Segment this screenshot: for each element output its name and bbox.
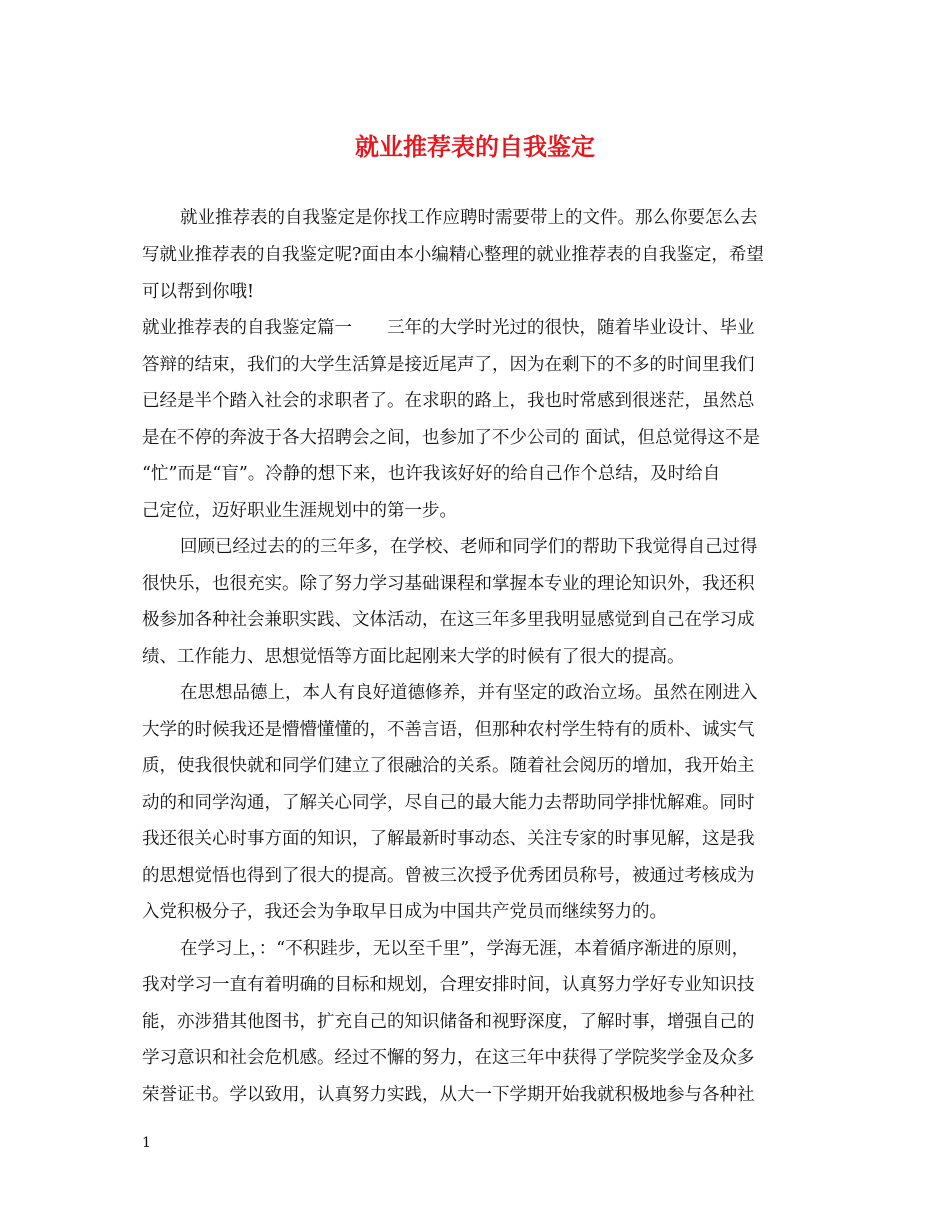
body-line: 荣誉证书。学以致用，认真努力实践，从大一下学期开始我就积极地参与各种社 [142,1085,755,1105]
body-line: 动的和同学沟通，了解关心同学，尽自己的最大能力去帮助同学排忧解难。同时 [142,793,755,813]
page-number: 1 [142,1135,151,1151]
body-line: 的思想觉悟也得到了很大的提高。曾被三次授予优秀团员称号，被通过考核成为 [142,866,755,886]
body-line: 我还很关心时事方面的知识，了解最新时事动态、关注专家的时事见解，这是我 [142,829,755,849]
body-line: 答辩的结束，我们的大学生活算是接近尾声了，因为在剩下的不多的时间里我们 [142,355,755,375]
body-line: 已经是半个踏入社会的求职者了。在求职的路上，我也时常感到很迷茫，虽然总 [142,391,755,411]
body-line: 写就业推荐表的自我鉴定呢?面由本小编精心整理的就业推荐表的自我鉴定，希望 [142,245,764,265]
body-line: 在学习上，：“不积跬步，无以至千里”，学海无涯，本着循序渐进的原则， [180,939,750,959]
body-line: 就业推荐表的自我鉴定篇一 三年的大学时光过的很快，随着毕业设计、毕业 [142,318,755,338]
body-line: 己定位，迈好职业生涯规划中的第一步。 [142,501,457,521]
body-line: 学习意识和社会危机感。经过不懈的努力，在这三年中获得了学院奖学金及众多 [142,1048,755,1068]
body-line: 就业推荐表的自我鉴定是你找工作应聘时需要带上的文件。那么你要怎么去 [180,208,758,228]
body-line: 在思想品德上，本人有良好道德修养，并有坚定的政治立场。虽然在刚进入 [180,683,758,703]
body-line: 极参加各种社会兼职实践、文体活动，在这三年多里我明显感觉到自己在学习成 [142,610,755,630]
body-line: 是在不停的奔波于各大招聘会之间，也参加了不少公司的 面试，但总觉得这不是 [142,428,761,448]
body-line: “忙”而是“盲”。冷静的想下来，也许我该好好的给自己作个总结，及时给自 [142,464,721,484]
body-line: 绩、工作能力、思想觉悟等方面比起刚来大学的时候有了很大的提高。 [142,647,685,667]
body-line: 入党积极分子，我还会为争取早日成为中国共产党员而继续努力的。 [142,902,667,922]
document-title: 就业推荐表的自我鉴定 [355,132,595,161]
body-line: 很快乐，也很充实。除了努力学习基础课程和掌握本专业的理论知识外，我还积 [142,574,755,594]
body-line: 质，使我很快就和同学们建立了很融洽的关系。随着社会阅历的增加，我开始主 [142,756,755,776]
body-line: 能，亦涉猎其他图书，扩充自己的知识储备和视野深度，了解时事，增强自己的 [142,1012,755,1032]
body-line: 我对学习一直有着明确的目标和规划，合理安排时间，认真努力学好专业知识技 [142,975,755,995]
body-line: 大学的时候我还是懵懵懂懂的，不善言语，但那种农村学生特有的质朴、诚实气 [142,720,755,740]
body-line: 回顾已经过去的的三年多，在学校、老师和同学们的帮助下我觉得自己过得 [180,537,758,557]
body-line: 可以帮到你哦! [142,282,255,302]
